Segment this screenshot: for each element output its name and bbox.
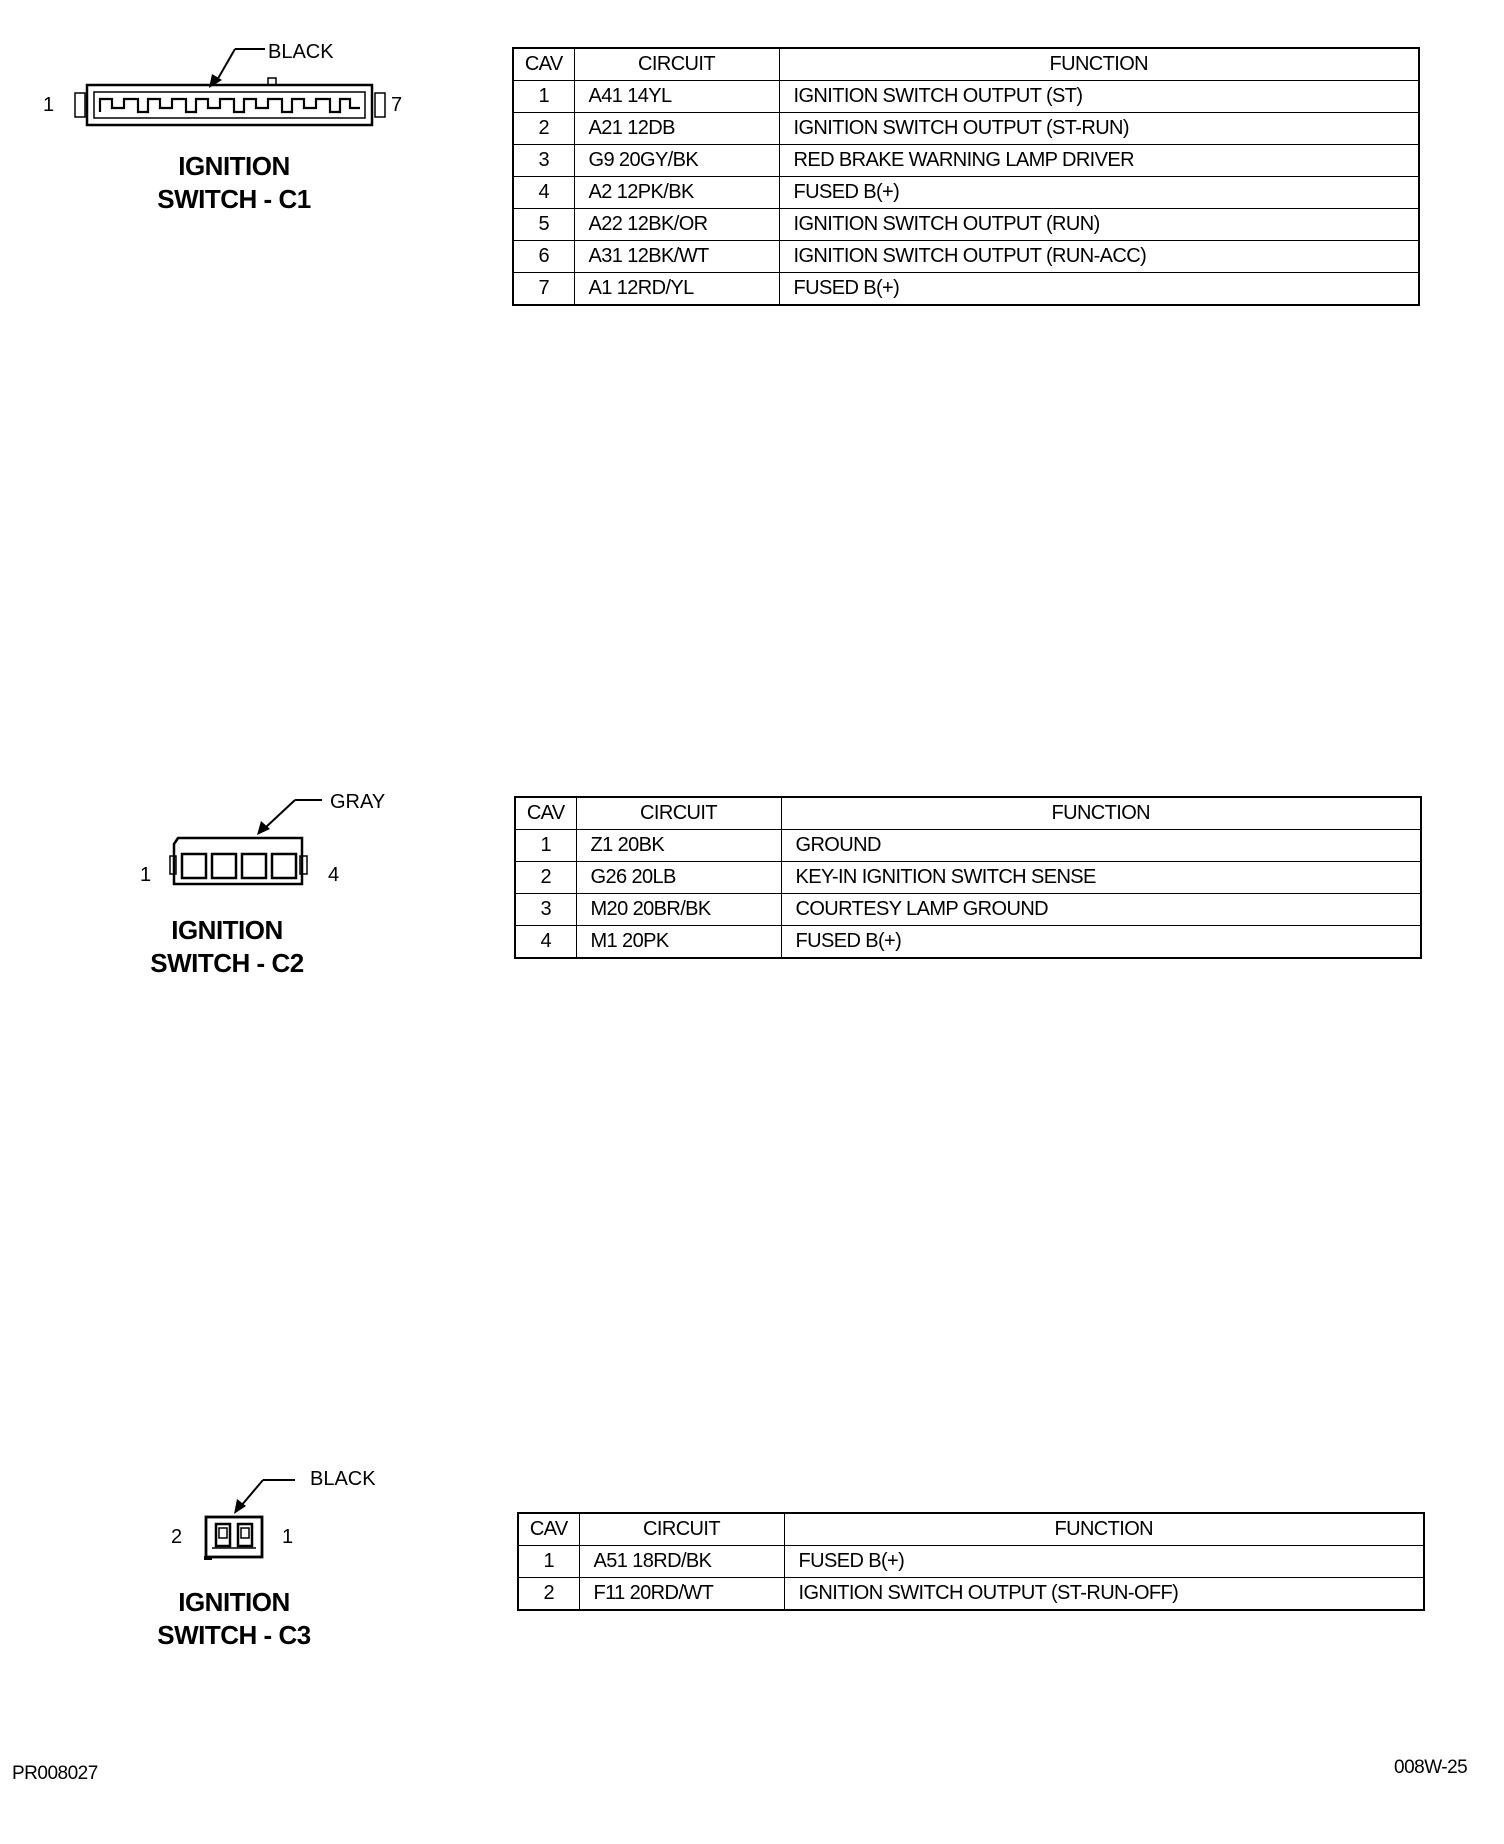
- pin-number-right: 7: [391, 94, 403, 116]
- connector-title: [127, 914, 327, 980]
- connector-title-line1: IGNITION: [178, 1587, 290, 1617]
- footer-left-code: PR008027: [12, 1763, 98, 1784]
- cell-cav: 1: [513, 81, 574, 113]
- header-function: FUNCTION: [779, 48, 1419, 81]
- cell-circuit: Z1 20BK: [576, 830, 781, 862]
- cell-circuit: G9 20GY/BK: [574, 145, 779, 177]
- cell-circuit: A1 12RD/YL: [574, 273, 779, 306]
- cell-circuit: A22 12BK/OR: [574, 209, 779, 241]
- connector-title-line2: SWITCH - C1: [157, 184, 311, 214]
- connector-title: [134, 150, 334, 216]
- connector-color-label: BLACK: [310, 1468, 376, 1490]
- table-row: [513, 145, 1419, 177]
- cell-cav: 4: [515, 926, 576, 959]
- cell-circuit: M1 20PK: [576, 926, 781, 959]
- header-cav: CAV: [518, 1513, 579, 1546]
- cell-circuit: A51 18RD/BK: [579, 1546, 784, 1578]
- cell-circuit: G26 20LB: [576, 862, 781, 894]
- pinout-table-c1: [512, 47, 1420, 306]
- table-row: [518, 1546, 1424, 1578]
- table-row: [513, 81, 1419, 113]
- connector-color-label: BLACK: [268, 41, 334, 63]
- table-row: [513, 273, 1419, 306]
- table-header-row: [513, 48, 1419, 81]
- cell-function: FUSED B(+): [779, 273, 1419, 306]
- cell-cav: 2: [515, 862, 576, 894]
- cell-cav: 2: [513, 113, 574, 145]
- cell-function: IGNITION SWITCH OUTPUT (ST-RUN-OFF): [784, 1578, 1424, 1611]
- header-function: FUNCTION: [784, 1513, 1424, 1546]
- pin-number-right: 1: [282, 1526, 294, 1548]
- cell-circuit: A31 12BK/WT: [574, 241, 779, 273]
- table-row: [513, 113, 1419, 145]
- cell-circuit: M20 20BR/BK: [576, 894, 781, 926]
- cell-function: RED BRAKE WARNING LAMP DRIVER: [779, 145, 1419, 177]
- cell-circuit: F11 20RD/WT: [579, 1578, 784, 1611]
- table-row: [518, 1578, 1424, 1611]
- cell-cav: 5: [513, 209, 574, 241]
- cell-function: FUSED B(+): [781, 926, 1421, 959]
- header-cav: CAV: [515, 797, 576, 830]
- cell-function: IGNITION SWITCH OUTPUT (RUN-ACC): [779, 241, 1419, 273]
- connector-c2-diagram: [160, 784, 350, 894]
- table-row: [513, 177, 1419, 209]
- pinout-table-c2: [514, 796, 1422, 959]
- cell-circuit: A21 12DB: [574, 113, 779, 145]
- table-row: [515, 926, 1421, 959]
- cell-cav: 1: [518, 1546, 579, 1578]
- pinout-table-c3: [517, 1512, 1425, 1611]
- pin-number-left: 2: [171, 1526, 183, 1548]
- table-row: [513, 241, 1419, 273]
- cell-cav: 4: [513, 177, 574, 209]
- connector-title-line2: SWITCH - C3: [157, 1620, 311, 1650]
- table-row: [515, 862, 1421, 894]
- header-circuit: CIRCUIT: [579, 1513, 784, 1546]
- cell-function: IGNITION SWITCH OUTPUT (ST-RUN): [779, 113, 1419, 145]
- cell-function: FUSED B(+): [779, 177, 1419, 209]
- pin-number-left: 1: [43, 94, 55, 116]
- table-row: [515, 830, 1421, 862]
- cell-circuit: A41 14YL: [574, 81, 779, 113]
- cell-function: IGNITION SWITCH OUTPUT (RUN): [779, 209, 1419, 241]
- pin-number-right: 4: [328, 864, 340, 886]
- cell-cav: 2: [518, 1578, 579, 1611]
- connector-c1-diagram: [60, 36, 403, 136]
- connector-color-label: GRAY: [330, 791, 386, 813]
- cell-function: FUSED B(+): [784, 1546, 1424, 1578]
- header-circuit: CIRCUIT: [574, 48, 779, 81]
- header-circuit: CIRCUIT: [576, 797, 781, 830]
- header-cav: CAV: [513, 48, 574, 81]
- connector-title: [134, 1586, 334, 1652]
- cell-cav: 7: [513, 273, 574, 306]
- pin-number-left: 1: [140, 864, 152, 886]
- cell-cav: 6: [513, 241, 574, 273]
- connector-title-line2: SWITCH - C2: [150, 948, 304, 978]
- header-function: FUNCTION: [781, 797, 1421, 830]
- connector-title-line1: IGNITION: [178, 151, 290, 181]
- connector-title-line1: IGNITION: [171, 915, 283, 945]
- footer-right-code: 008W-25: [1394, 1757, 1468, 1778]
- cell-function: GROUND: [781, 830, 1421, 862]
- cell-circuit: A2 12PK/BK: [574, 177, 779, 209]
- table-row: [515, 894, 1421, 926]
- cell-function: COURTESY LAMP GROUND: [781, 894, 1421, 926]
- table-header-row: [518, 1513, 1424, 1546]
- cell-function: IGNITION SWITCH OUTPUT (ST): [779, 81, 1419, 113]
- cell-function: KEY-IN IGNITION SWITCH SENSE: [781, 862, 1421, 894]
- table-header-row: [515, 797, 1421, 830]
- cell-cav: 3: [515, 894, 576, 926]
- table-row: [513, 209, 1419, 241]
- cell-cav: 1: [515, 830, 576, 862]
- cell-cav: 3: [513, 145, 574, 177]
